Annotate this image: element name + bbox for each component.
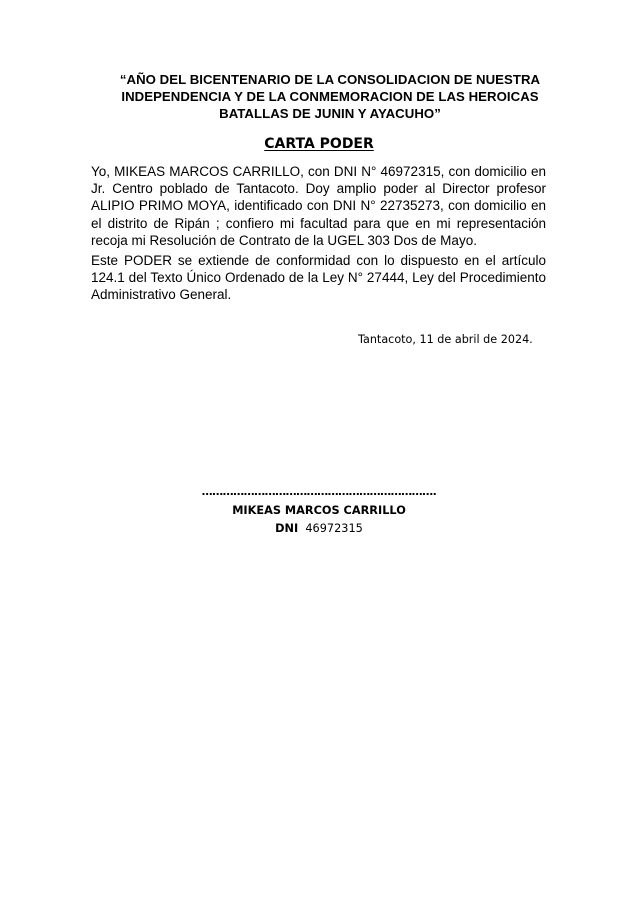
body-paragraph-legal-basis: Este PODER se extiende de conformidad con lo dispuesto en el artículo 124.1 del Texto Único Ordenado de la Ley N° 27444, Ley del Procedimiento Administrativo General. xyxy=(91,253,546,303)
dni-label: DNI xyxy=(275,522,299,535)
year-motto-header xyxy=(110,71,550,122)
motto-line: “AÑO DEL BICENTENARIO DE LA CONSOLIDACION DE NUESTRA xyxy=(119,72,541,87)
place-and-date: Tantacoto, 11 de abril de 2024. xyxy=(358,333,533,346)
signer-name: MIKEAS MARCOS CARRILLO xyxy=(232,504,406,517)
document-title: CARTA PODER xyxy=(264,136,374,152)
motto-line: INDEPENDENCIA Y DE LA CONMEMORACION DE LAS HEROICAS xyxy=(121,89,539,104)
signature-line: …………………………………………………………. xyxy=(201,485,437,498)
signature-block xyxy=(0,485,638,537)
motto-line: BATALLAS DE JUNIN Y AYACUHO” xyxy=(219,106,441,121)
signer-dni xyxy=(0,521,638,537)
dni-number: 46972315 xyxy=(305,522,363,535)
body-paragraph-grant: Yo, MIKEAS MARCOS CARRILLO, con DNI N° 46972315, con domicilio en Jr. Centro poblado de Tantacoto. Doy amplio poder al Director profesor ALIPIO PRIMO MOYA, identificado con DNI N° 22735273, con domicilio en el distrito de Ripán ; confiero mi facultad para que en mi representación recoja mi Resolución de Contrato de la UGEL 303 Dos de Mayo. xyxy=(91,164,546,248)
